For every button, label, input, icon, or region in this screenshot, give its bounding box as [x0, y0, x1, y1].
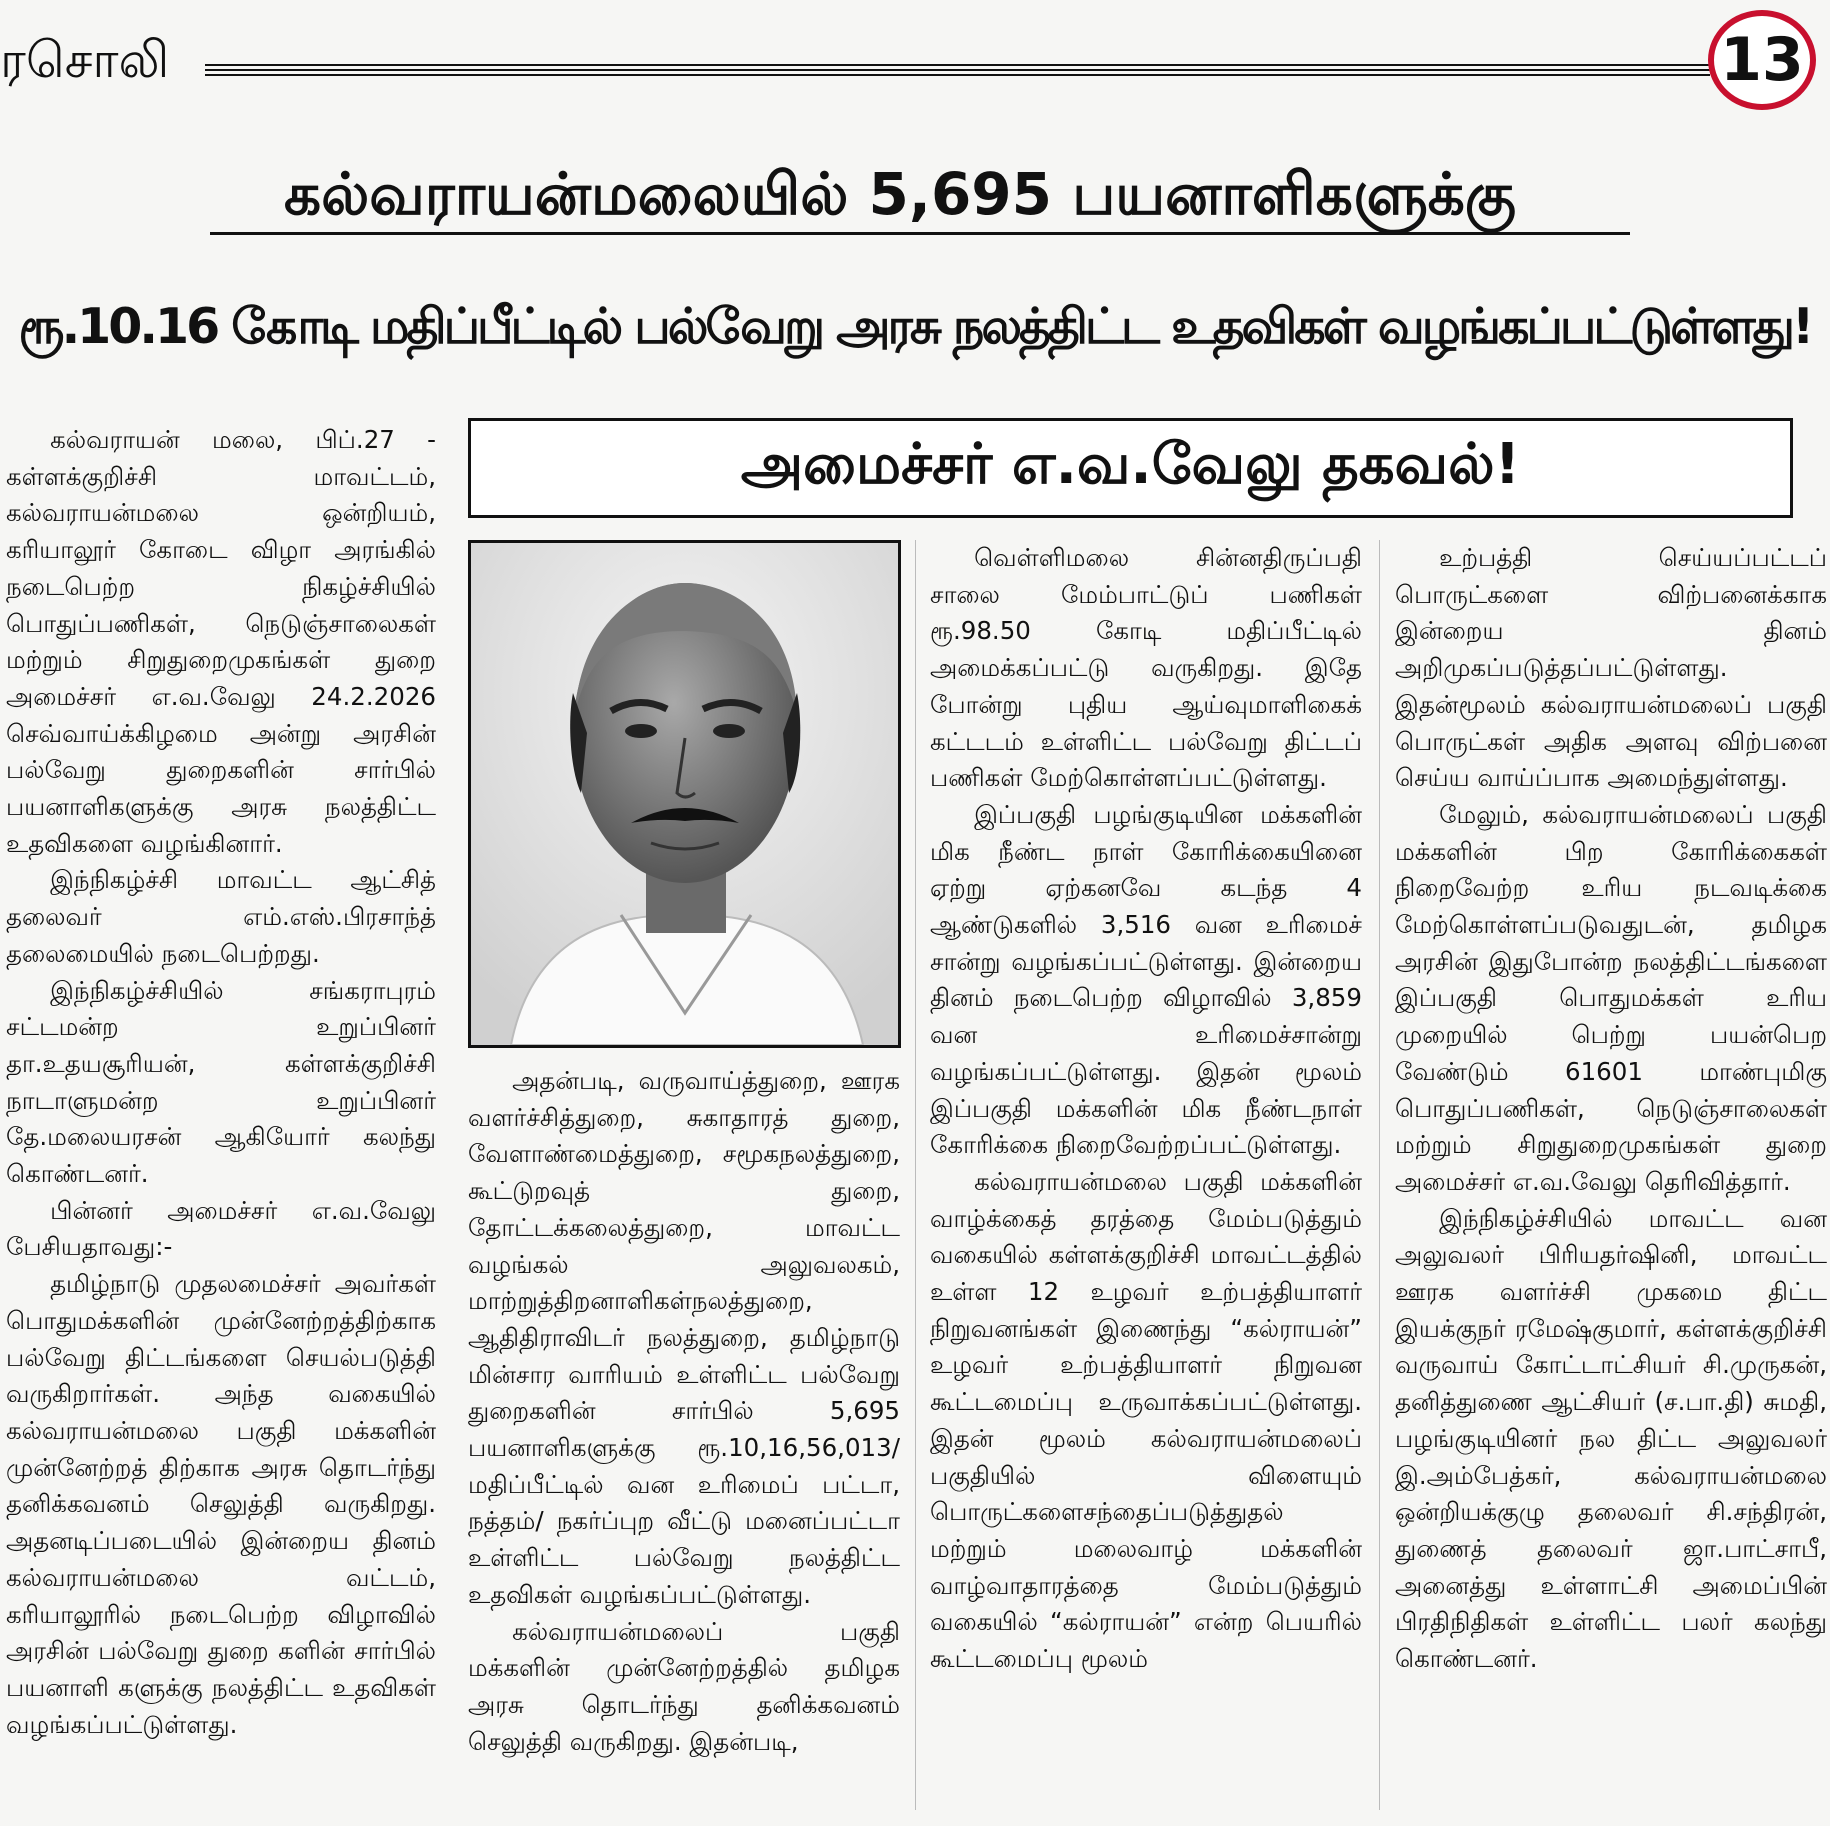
paragraph: தமிழ்நாடு முதலமைச்சர் அவர்கள் பொதுமக்களின் முன்னேற்றத்திற்காக பல்வேறு திட்டங்களை செயல்படுத்தி வருகிறார்கள். அந்த வகையில் கல்வராயன்மலை பகுதி மக்களின் முன்னேற்றத் திற்காக அரசு தொடர்ந்து தனிக்கவனம் செலுத்தி வருகிறது. அதனடிப்படையில் இன்றைய தினம் கல்வராயன்மலை வட்டம், கரியாலூரில் நடைபெற்ற விழாவில் அரசின் பல்வேறு துறை களின் சார்பில் பயனாளி களுக்கு நலத்திட்ட உதவிகள் வழங்கப்பட்டுள்ளது.: [6, 1269, 436, 1739]
kicker-underline: [210, 232, 1630, 235]
paragraph: இந்நிகழ்ச்சியில் மாவட்ட வன அலுவலர் பிரியதர்ஷினி, மாவட்ட ஊரக வளர்ச்சி முகமை திட்ட இயக்குநர் ரமேஷ்குமார், கள்ளக்குறிச்சி வருவாய் கோட்டாட்சியர் சி.முருகன், தனித்துணை ஆட்சியர் (ச.பா.தி) சுமதி, பழங்குடியினர் நல திட்ட அலுவலர் இ.அம்பேத்கர், கல்வராயன்மலை ஒன்றியக்குழு தலைவர் சி.சந்திரன், துணைத் தலைவர் ஜா.பாட்சாபீ, அனைத்து உள்ளாட்சி அமைப்பின் பிரதிநிதிகள் உள்ளிட்ட பலர் கலந்து கொண்டனர்.: [1395, 1203, 1827, 1674]
paragraph: கல்வராயன் மலை, பிப்.27 - கள்ளக்குறிச்சி மாவட்டம், கல்வராயன்மலை ஒன்றியம், கரியாலூர் கோடை விழா அரங்கில் நடைபெற்ற நிகழ்ச்சியில் பொதுப்பணிகள், நெடுஞ்சாலைகள் மற்றும் சிறுதுறைமுகங்கள் துறை அமைச்சர் எ.வ.வேலு 24.2.2026 செவ்வாய்க்கிழமை அன்று அரசின் பல்வேறு துறைகளின் சார்பில் பயனாளிகளுக்கு அரசு நலத்திட்ட உதவிகளை வழங்கினார்.: [6, 425, 436, 858]
article-column-2: [468, 1063, 900, 1813]
paragraph: இந்நிகழ்ச்சியில் சங்கராபுரம் சட்டமன்ற உறுப்பினர் தா.உதயசூரியன், கள்ளக்குறிச்சி நாடாளுமன்ற உறுப்பினர் தே.மலையரசன் ஆகியோர் கலந்து கொண்டனர்.: [6, 975, 436, 1189]
paragraph: பின்னர் அமைச்சர் எ.வ.வேலு பேசியதாவது:-: [6, 1195, 436, 1262]
portrait-illustration: [471, 543, 898, 1045]
article-subhead: அமைச்சர் எ.வ.வேலு தகவல்!: [468, 418, 1793, 518]
article-column-3: [930, 540, 1362, 1815]
article-column-1: [6, 422, 436, 1812]
paragraph: இப்பகுதி பழங்குடியின மக்களின் மிக நீண்ட நாள் கோரிக்கையினை ஏற்று ஏற்கனவே கடந்த 4 ஆண்டுகளில் 3,516 வன உரிமைச் சான்று வழங்கப்பட்டுள்ளது. இன்றைய தினம் நடைபெற்ற விழாவில் 3,859 வன உரிமைச்சான்று வழங்கப்பட்டுள்ளது. இதன் மூலம் இப்பகுதி மக்களின் மிக நீண்டநாள் கோரிக்கை நிறைவேற்றப்பட்டுள்ளது.: [930, 799, 1362, 1160]
minister-photo: [468, 540, 901, 1048]
paragraph: கல்வராயன்மலைப் பகுதி மக்களின் முன்னேற்றத்தில் தமிழக அரசு தொடர்ந்து தனிக்கவனம் செலுத்தி வருகிறது. இதன்படி,: [468, 1616, 900, 1756]
paragraph: கல்வராயன்மலை பகுதி மக்களின் வாழ்க்கைத் தரத்தை மேம்படுத்தும் வகையில் கள்ளக்குறிச்சி மாவட்டத்தில் உள்ள 12 உழவர் உற்பத்தியாளர் நிறுவனங்கள் இணைந்து “கல்ராயன்” உழவர் உற்பத்தியாளர் நிறுவன கூட்டமைப்பு உருவாக்கப்பட்டுள்ளது. இதன் மூலம் கல்வராயன்மலைப் பகுதியில் விளையும் பொருட்களைசந்தைப்படுத்துதல் மற்றும் மலைவாழ் மக்களின் வாழ்வாதாரத்தை மேம்படுத்தும் வகையில் “கல்ராயன்” என்ற பெயரில் கூட்டமைப்பு மூலம்: [930, 1166, 1362, 1674]
paragraph: வெள்ளிமலை சின்னதிருப்பதி சாலை மேம்பாட்டுப் பணிகள் ரூ.98.50 கோடி மதிப்பீட்டில் அமைக்கப்பட்டு வருகிறது. இதே போன்று புதிய ஆய்வுமாளிகைக் கட்டடம் உள்ளிட்ட பல்வேறு திட்டப் பணிகள் மேற்கொள்ளப்பட்டுள்ளது.: [930, 543, 1362, 793]
column-divider: [915, 540, 916, 1810]
masthead-name: ரசொலி: [0, 31, 170, 89]
paragraph: அதன்படி, வருவாய்த்துறை, ஊரக வளர்ச்சித்துறை, சுகாதாரத் துறை, வேளாண்மைத்துறை, சமூகநலத்துறை, கூட்டுறவுத் துறை, தோட்டக்கலைத்துறை, மாவட்ட வழங்கல் அலுவலகம், மாற்றுத்திறனாளிகள்நலத்துறை, ஆதிதிராவிடர் நலத்துறை, தமிழ்நாடு மின்சார வாரியம் உள்ளிட்ட பல்வேறு துறைகளின் சார்பில் 5,695 பயனாளிகளுக்கு ரூ.10,16,56,013/ மதிப்பீட்டில் வன உரிமைப் பட்டா, நத்தம்/ நகர்ப்புற வீட்டு மனைப்பட்டா உள்ளிட்ட பல்வேறு நலத்திட்ட உதவிகள் வழங்கப்பட்டுள்ளது.: [468, 1066, 900, 1609]
article-headline: ரூ.10.16 கோடி மதிப்பீட்டில் பல்வேறு அரசு நலத்திட்ட உதவிகள் வழங்கப்பட்டுள்ளது!: [18, 298, 1812, 355]
article-column-4: [1395, 540, 1827, 1815]
column-divider: [1379, 540, 1380, 1810]
page-number-badge: 13: [1708, 10, 1816, 110]
paragraph: இந்நிகழ்ச்சி மாவட்ட ஆட்சித் தலைவர் எம்.எஸ்.பிரசாந்த் தலைமையில் நடைபெற்றது.: [6, 865, 436, 968]
article-kicker: கல்வராயன்மலையில் 5,695 பயனாளிகளுக்கு: [284, 160, 1516, 228]
masthead-rule: [205, 64, 1710, 80]
paragraph: மேலும், கல்வராயன்மலைப் பகுதி மக்களின் பிற கோரிக்கைகள் நிறைவேற்ற உரிய நடவடிக்கை மேற்கொள்ளப்படுவதுடன், தமிழக அரசின் இதுபோன்ற நலத்திட்டங்களை இப்பகுதி பொதுமக்கள் உரிய முறையில் பெற்று பயன்பெற வேண்டும் 61601 மாண்புமிகு பொதுப்பணிகள், நெடுஞ்சாலைகள் மற்றும் சிறுதுறைமுகங்கள் துறை அமைச்சர் எ.வ.வேலு தெரிவித்தார்.: [1395, 799, 1827, 1196]
paragraph: உற்பத்தி செய்யப்பட்டப் பொருட்களை விற்பனைக்காக இன்றைய தினம் அறிமுகப்படுத்தப்பட்டுள்ளது. இதன்மூலம் கல்வராயன்மலைப் பகுதி பொருட்கள் அதிக அளவு விற்பனை செய்ய வாய்ப்பாக அமைந்துள்ளது.: [1395, 543, 1827, 793]
